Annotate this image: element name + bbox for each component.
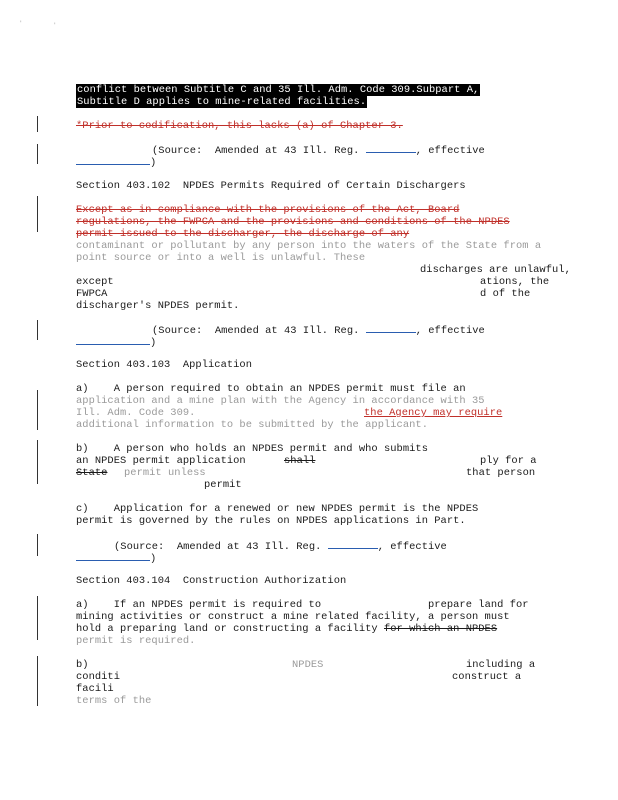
subsection-a: the Agency may require <box>364 407 503 419</box>
section-text: point source or into a well is unlawful. These <box>76 252 366 264</box>
subsection-b: facili <box>76 683 114 695</box>
section-text: except <box>76 276 114 288</box>
section-text: d of the <box>480 288 531 300</box>
subsection-b: NPDES <box>292 659 324 671</box>
subsection-b: b) A person who holds an NPDES permit and who submits <box>76 443 428 455</box>
deleted-text: Except as in compliance with the provisions of the Act, Board <box>76 204 460 216</box>
subsection-c: c) Application for a renewed or new NPDES permit is the NPDES <box>76 503 479 515</box>
section-text: permit issued to the discharger, the discharge of any <box>76 228 410 240</box>
subsection-a: mining activities or construct a mine related facility, a person must <box>76 611 510 623</box>
subsection-b: including a <box>466 659 536 671</box>
subsection-a: Ill. Adm. Code 309. <box>76 407 196 419</box>
scan-speck: ' <box>54 22 56 29</box>
subsection-b: terms of the <box>76 695 152 707</box>
deleted-text: shall <box>284 455 316 467</box>
section-text: contaminant or pollutant by any person into the waters of the State from a <box>76 240 542 252</box>
scan-speck: ' <box>20 20 22 27</box>
change-bar <box>37 196 38 232</box>
source-effective-date: ) <box>76 155 156 169</box>
section-heading: Section 403.102 NPDES Permits Required of Certain Dischargers <box>76 180 466 192</box>
section-text: ations, the <box>480 276 550 288</box>
subsection-a: prepare land for <box>428 599 529 611</box>
change-bar <box>37 320 38 340</box>
section-text: discharges are unlawful, <box>420 264 571 276</box>
subsection-b: permit unless <box>124 467 206 479</box>
deleted-text: regulations, the FWPCA and the provisions and conditions of the NPDES <box>76 216 510 228</box>
section-text: discharger's NPDES permit. <box>76 300 240 312</box>
deleted-text: State <box>76 467 108 479</box>
subsection-c: permit is governed by the rules on NPDES applications in Part. <box>76 515 466 527</box>
source-note: (Source: Amended at 43 Ill. Reg. , effective <box>114 541 447 553</box>
change-bar <box>37 656 38 706</box>
subsection-a: additional information to be submitted by the applicant. <box>76 419 428 431</box>
subsection-a: a) If an NPDES permit is required to <box>76 599 322 611</box>
change-bar <box>37 390 38 430</box>
subsection-a: permit is required. <box>76 635 196 647</box>
source-effective-date: ) <box>76 335 156 349</box>
subsection-b: an NPDES permit application <box>76 455 246 467</box>
subsection-a: hold a preparing land or constructing a facility for which an NPDES <box>76 623 498 635</box>
change-bar <box>37 440 38 484</box>
source-note: (Source: Amended at 43 Ill. Reg. , effective <box>152 325 485 337</box>
subsection-b: ply for a <box>480 455 537 467</box>
source-note: (Source: Amended at 43 Ill. Reg. , effective <box>152 145 485 157</box>
subsection-a: application and a mine plan with the Agency in accordance with 35 <box>76 395 485 407</box>
change-bar <box>37 116 38 132</box>
header-line-1: conflict between Subtitle C and 35 Ill. Adm. Code 309.Subpart A, <box>77 84 480 96</box>
subsection-b: b) <box>76 659 89 671</box>
subsection-b: conditi <box>76 671 120 683</box>
change-bar <box>37 144 38 164</box>
header-line-2: Subtitle D applies to mine-related facilities. <box>77 96 367 108</box>
prior-codification-note: *Prior to codification, this lacks (a) of Chapter 3. <box>76 120 403 132</box>
section-heading: Section 403.103 Application <box>76 359 252 371</box>
subsection-a: a) A person required to obtain an NPDES permit must file an <box>76 383 466 395</box>
subsection-b: construct a <box>452 671 522 683</box>
subsection-b: that person <box>466 467 536 479</box>
subsection-b: permit <box>204 479 242 491</box>
change-bar <box>37 596 38 640</box>
change-bar <box>37 534 38 556</box>
section-heading: Section 403.104 Construction Authorization <box>76 575 347 587</box>
source-effective-date: ) <box>76 551 156 565</box>
section-text: FWPCA <box>76 288 108 300</box>
